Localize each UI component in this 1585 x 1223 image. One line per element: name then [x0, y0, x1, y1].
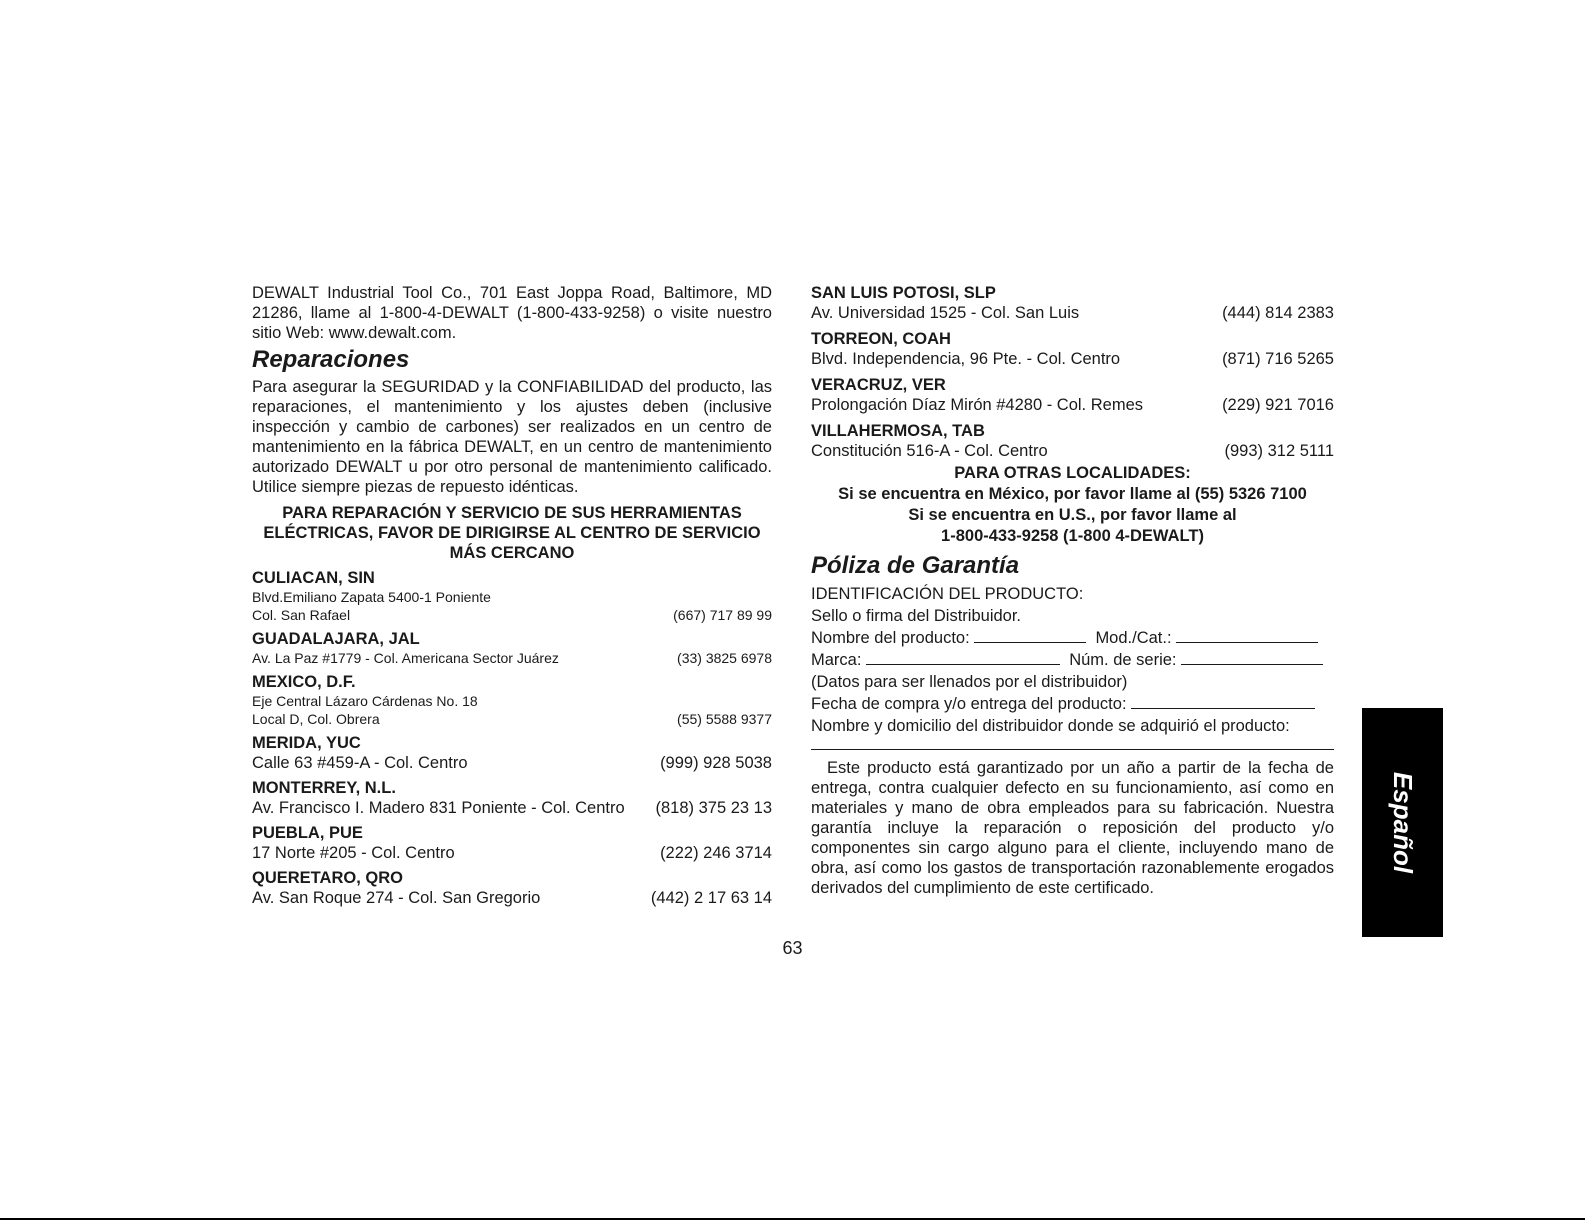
form-row-product [811, 627, 1334, 649]
location-address: Av. La Paz #1779 - Col. Americana Sector Juárez [252, 650, 559, 666]
location-torreon [811, 329, 1334, 369]
location-phone: (33) 3825 6978 [677, 650, 772, 666]
other-locations-us: Si se encuentra en U.S., por favor llame al [908, 506, 1237, 524]
purchase-date-blank[interactable] [1131, 694, 1315, 709]
location-address: Av. San Roque 274 - Col. San Gregorio [252, 889, 541, 907]
form-seal: Sello o firma del Distribuidor. [811, 607, 1022, 625]
location-address: Eje Central Lázaro Cárdenas No. 18 [252, 693, 478, 709]
location-address: Prolongación Díaz Mirón #4280 - Col. Remes [811, 396, 1143, 414]
location-villahermosa [811, 421, 1334, 461]
service-heading: PARA REPARACIÓN Y SERVICIO DE SUS HERRAMIENTAS ELÉCTRICAS, FAVOR DE DIRIGIRSE AL CENTRO DE SERVICIO MÁS CERCANO [263, 504, 761, 562]
location-phone: (222) 246 3714 [660, 844, 772, 862]
location-mexico-df [252, 672, 772, 728]
location-name: CULIACAN, SIN [252, 569, 375, 587]
form-product-id: IDENTIFICACIÓN DEL PRODUCTO: [811, 585, 1084, 603]
location-address: Blvd. Independencia, 96 Pte. - Col. Centro [811, 350, 1121, 368]
location-phone: (818) 375 23 13 [655, 799, 772, 817]
location-phone: (999) 928 5038 [660, 754, 772, 772]
location-phone: (993) 312 5111 [1224, 442, 1334, 460]
form-label-purchase-date: Fecha de compra y/o entrega del producto: [811, 695, 1127, 713]
location-phone: (229) 921 7016 [1222, 396, 1334, 414]
location-name: SAN LUIS POTOSI, SLP [811, 284, 996, 302]
language-tab [1362, 708, 1443, 937]
other-locations-us-phone: 1-800-433-9258 (1-800 4-DEWALT) [941, 527, 1204, 545]
location-address: Local D, Col. Obrera [252, 711, 380, 727]
location-guadalajara [252, 629, 772, 667]
location-queretaro [252, 868, 772, 908]
form-label-serial: Núm. de serie: [1069, 651, 1177, 669]
location-phone: (444) 814 2383 [1222, 304, 1334, 322]
language-tab-label: Español [1388, 771, 1419, 874]
location-name: MONTERREY, N.L. [252, 779, 396, 797]
location-name: GUADALAJARA, JAL [252, 630, 420, 648]
location-name: QUERETARO, QRO [252, 869, 403, 887]
location-name: VERACRUZ, VER [811, 376, 946, 394]
repairs-title: Reparaciones [252, 346, 410, 373]
product-name-blank[interactable] [974, 628, 1086, 643]
distributor-blank[interactable] [811, 749, 1334, 750]
location-address: Av. Francisco I. Madero 831 Poniente - Col. Centro [252, 799, 625, 817]
location-monterrey [252, 778, 772, 818]
location-name: MEXICO, D.F. [252, 673, 356, 691]
form-row-brand [811, 649, 1334, 671]
location-address: Col. San Rafael [252, 607, 351, 623]
contact-intro: DEWALT Industrial Tool Co., 701 East Joppa Road, Baltimore, MD 21286, llame al 1-800-4-DEWALT (1-800-433-9258) o visite nuestro sitio Web: www.dewalt.com. [252, 284, 772, 342]
left-column [252, 283, 772, 908]
repairs-text: Para asegurar la SEGURIDAD y la CONFIABILIDAD del producto, las reparaciones, el mantenimiento y los ajustes deben (inclusive inspección y cambio de carbones) ser realizados en un centro de mantenimiento en la fábrica DEWALT, en un centro de mantenimiento autorizado DEWALT u por otro personal de mantenimiento calificado. Utilice siempre piezas de repuesto idénticas. [252, 378, 772, 496]
location-phone: (55) 5588 9377 [677, 711, 772, 727]
location-address: Constitución 516-A - Col. Centro [811, 442, 1048, 460]
right-column [811, 283, 1334, 898]
location-phone: (871) 716 5265 [1222, 350, 1334, 368]
form-distributor-name: Nombre y domicilio del distribuidor donde se adquirió el producto: [811, 717, 1290, 735]
location-merida [252, 733, 772, 773]
form-row-purchase-date [811, 693, 1334, 715]
location-phone: (667) 717 89 99 [673, 607, 772, 623]
form-distributor-note: (Datos para ser llenados por el distribuidor) [811, 673, 1128, 691]
brand-blank[interactable] [866, 650, 1060, 665]
warranty-title: Póliza de Garantía [811, 552, 1020, 579]
location-name: MERIDA, YUC [252, 734, 361, 752]
location-address: Blvd.Emiliano Zapata 5400-1 Poniente [252, 589, 491, 605]
form-label-brand: Marca: [811, 651, 862, 669]
location-address: Calle 63 #459-A - Col. Centro [252, 754, 468, 772]
location-address: 17 Norte #205 - Col. Centro [252, 844, 455, 862]
page-number: 63 [782, 938, 803, 958]
form-label-product-name: Nombre del producto: [811, 629, 970, 647]
location-name: PUEBLA, PUE [252, 824, 363, 842]
form-label-model: Mod./Cat.: [1095, 629, 1172, 647]
other-locations-title: PARA OTRAS LOCALIDADES: [954, 464, 1191, 482]
location-name: VILLAHERMOSA, TAB [811, 422, 985, 440]
location-phone: (442) 2 17 63 14 [650, 889, 772, 907]
location-san-luis-potosi [811, 283, 1334, 323]
bottom-rule [0, 1218, 1585, 1220]
location-puebla [252, 823, 772, 863]
location-name: TORREON, COAH [811, 330, 951, 348]
warranty-text: Este producto está garantizado por un año a partir de la fecha de entrega, contra cualquier defecto en su funcionamiento, así como en materiales y mano de obra empleados para su fabricación. Nuestra garantía incluye la reparación o reposición del producto y/o componentes sin cargo alguno para el cliente, incluyendo mano de obra, así como los gastos de transportación razonablemente erogados derivados del cumplimiento de este certificado. [811, 759, 1334, 897]
location-culiacan [252, 568, 772, 624]
serial-blank[interactable] [1181, 650, 1323, 665]
model-blank[interactable] [1176, 628, 1318, 643]
location-address: Av. Universidad 1525 - Col. San Luis [811, 304, 1080, 322]
location-veracruz [811, 375, 1334, 415]
other-locations-mexico: Si se encuentra en México, por favor llame al (55) 5326 7100 [838, 485, 1307, 503]
